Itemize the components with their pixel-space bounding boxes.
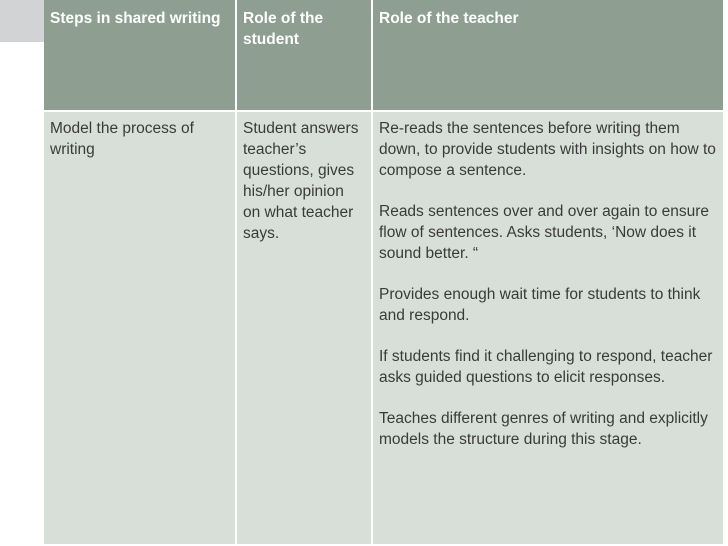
teacher-paragraph: Provides enough wait time for students to think and respond. — [379, 286, 701, 324]
header-teacher-role: Role of the teacher — [372, 0, 724, 111]
teacher-paragraph: Teaches different genres of writing and explicitly models the structure during this stage. — [379, 410, 708, 448]
cell-student-role: Student answers teacher’s questions, gives his/her opinion on what teacher says. — [236, 111, 372, 545]
table-header — [44, 0, 724, 111]
table-body — [44, 111, 724, 545]
shared-writing-table — [44, 0, 725, 546]
header-steps: Steps in shared writing — [44, 0, 236, 111]
teacher-paragraph: Reads sentences over and over again to ensure flow of sentences. Asks students, ‘Now does it sound better. “ — [379, 203, 710, 262]
header-row — [44, 0, 724, 111]
cell-teacher-role — [372, 111, 724, 545]
teacher-paragraph: If students find it challenging to respond, teacher asks guided questions to elicit responses. — [379, 348, 713, 386]
cell-step: Model the process of writing — [44, 111, 236, 545]
teacher-paragraph: Re-reads the sentences before writing them down, to provide students with insights on how to compose a sentence. — [379, 120, 716, 179]
table-row — [44, 111, 724, 545]
header-student-role: Role of the student — [236, 0, 372, 111]
corner-accent — [0, 0, 44, 42]
